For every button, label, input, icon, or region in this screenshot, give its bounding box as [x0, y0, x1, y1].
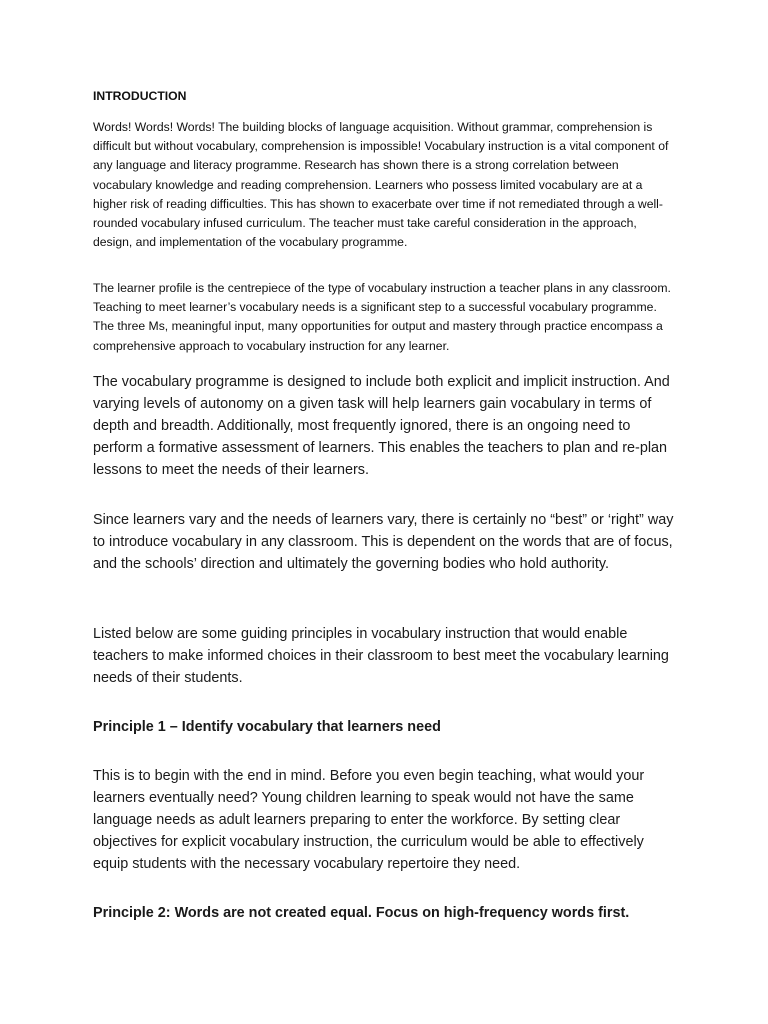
paragraph-guiding-principles: Listed below are some guiding principles in vocabulary instruction that would enable teachers to make informed choices in their classroom to best meet the vocabulary learning needs of their students.: [93, 626, 669, 686]
paragraph-intro: Words! Words! Words! The building blocks of language acquisition. Without grammar, comprehension is difficult but without vocabulary, comprehension is impossible! Vocabulary instruction is a vital component of any language and literacy programme. Research has shown there is a strong correlation between vocabulary knowledge and reading comprehension. Learners who possess limited vocabulary are at a higher risk of reading difficulties. This has shown to exacerbate over time if not remediated through a well-rounded vocabulary infused curriculum. The teacher must take careful consideration in the approach, design, and implementation of the vocabulary programme.: [93, 120, 669, 250]
principle-2-heading: Principle 2: Words are not created equal. Focus on high-frequency words first.: [93, 905, 630, 921]
paragraph-principle-1: This is to begin with the end in mind. Before you even begin teaching, what would your learners eventually need? Young children learning to speak would not have the same language needs as adult learners preparing to enter the workforce. By setting clear objectives for explicit vocabulary instruction, the curriculum would be able to effectively equip students with the necessary vocabulary repertoire they need.: [93, 768, 645, 872]
intro-heading: INTRODUCTION: [93, 89, 187, 103]
paragraph-learners-vary: Since learners vary and the needs of learners vary, there is certainly no “best” or ‘right” way to introduce vocabulary in any classroom. This is dependent on the words that are of focus, and the schools’ direction and ultimately the governing bodies who hold authority.: [93, 512, 674, 572]
paragraph-learner-profile: The learner profile is the centrepiece of the type of vocabulary instruction a teacher plans in any classroom. Teaching to meet learner’s vocabulary needs is a significant step to a successful vocabulary programme. The three Ms, meaningful input, many opportunities for output and mastery through practice encompass a comprehensive approach to vocabulary instruction for any learner.: [93, 281, 671, 353]
principle-1-heading: Principle 1 – Identify vocabulary that learners need: [93, 719, 441, 735]
paragraph-programme-design: The vocabulary programme is designed to include both explicit and implicit instruction. And varying levels of autonomy on a given task will help learners gain vocabulary in terms of depth and breadth. Additionally, most frequently ignored, there is an ongoing need to perform a formative assessment of learners. This enables the teachers to plan and re-plan lessons to meet the needs of their learners.: [93, 374, 670, 478]
